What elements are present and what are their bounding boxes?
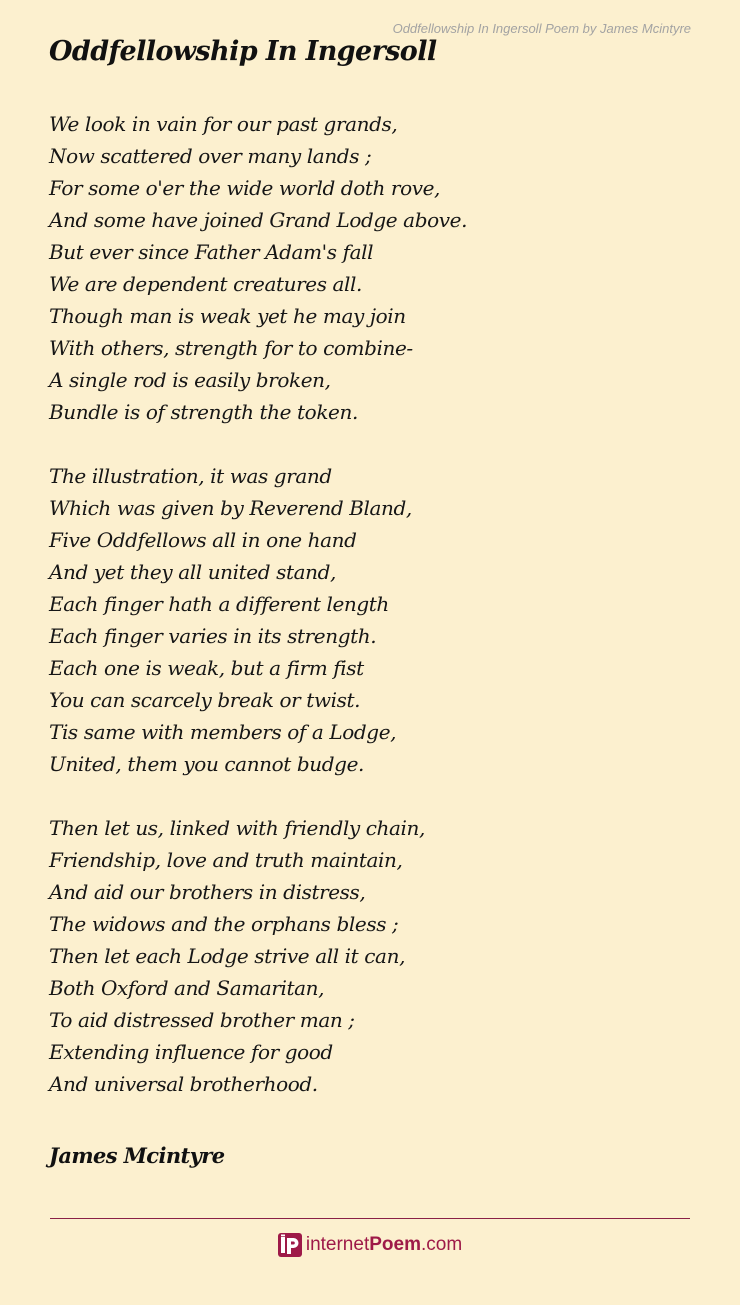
- poem-line: Bundle is of strength the token.: [49, 400, 358, 424]
- brand-bold: Poem: [369, 1234, 421, 1255]
- poem-line: We are dependent creatures all.: [49, 272, 363, 296]
- poem-line: Each one is weak, but a firm fist: [49, 656, 364, 680]
- poem-line: The illustration, it was grand: [49, 464, 332, 488]
- poem-line: And some have joined Grand Lodge above.: [49, 208, 468, 232]
- poem-line: United, them you cannot budge.: [49, 752, 364, 776]
- poem-line: We look in vain for our past grands,: [49, 112, 398, 136]
- footer-brand-link[interactable]: [0, 1230, 740, 1260]
- poem-line: Though man is weak yet he may join: [49, 304, 406, 328]
- header-caption: Oddfellowship In Ingersoll Poem by James Mcintyre: [392, 21, 691, 36]
- poem-line: Each finger varies in its strength.: [49, 624, 377, 648]
- stanza-2: [49, 460, 699, 780]
- poem-line: Extending influence for good: [49, 1040, 333, 1064]
- brand-prefix: internet: [305, 1234, 370, 1255]
- poem-line: But ever since Father Adam's fall: [49, 240, 374, 264]
- poem-line: And aid our brothers in distress,: [49, 880, 366, 904]
- poem-body: [49, 108, 699, 1132]
- poem-line: For some o'er the wide world doth rove,: [49, 176, 441, 200]
- brand-suffix: .com: [420, 1234, 463, 1255]
- poem-line: And yet they all united stand,: [49, 560, 336, 584]
- poem-line: Friendship, love and truth maintain,: [49, 848, 403, 872]
- footer-brand-text: [306, 1234, 462, 1256]
- poem-line: And universal brotherhood.: [49, 1072, 318, 1096]
- poem-line: A single rod is easily broken,: [49, 368, 331, 392]
- poem-line: Now scattered over many lands ;: [49, 144, 372, 168]
- poem-line: You can scarcely break or twist.: [49, 688, 361, 712]
- poem-line: To aid distressed brother man ;: [49, 1008, 355, 1032]
- poem-line: Each finger hath a different length: [49, 592, 389, 616]
- stanza-3: [49, 812, 699, 1100]
- poem-line: The widows and the orphans bless ;: [49, 912, 399, 936]
- footer-divider: [50, 1218, 690, 1219]
- poem-line: Then let us, linked with friendly chain,: [49, 816, 425, 840]
- poem-author: James Mcintyre: [49, 1143, 225, 1168]
- poem-line: Tis same with members of a Lodge,: [49, 720, 397, 744]
- poem-line: Then let each Lodge strive all it can,: [49, 944, 406, 968]
- stanza-1: [49, 108, 699, 428]
- poem-line: Five Oddfellows all in one hand: [49, 528, 357, 552]
- poem-line: Both Oxford and Samaritan,: [49, 976, 325, 1000]
- poem-line: Which was given by Reverend Bland,: [49, 496, 412, 520]
- poem-line: With others, strength for to combine-: [49, 336, 413, 360]
- poem-title: Oddfellowship In Ingersoll: [49, 36, 437, 67]
- internetpoem-logo-icon: [278, 1233, 302, 1257]
